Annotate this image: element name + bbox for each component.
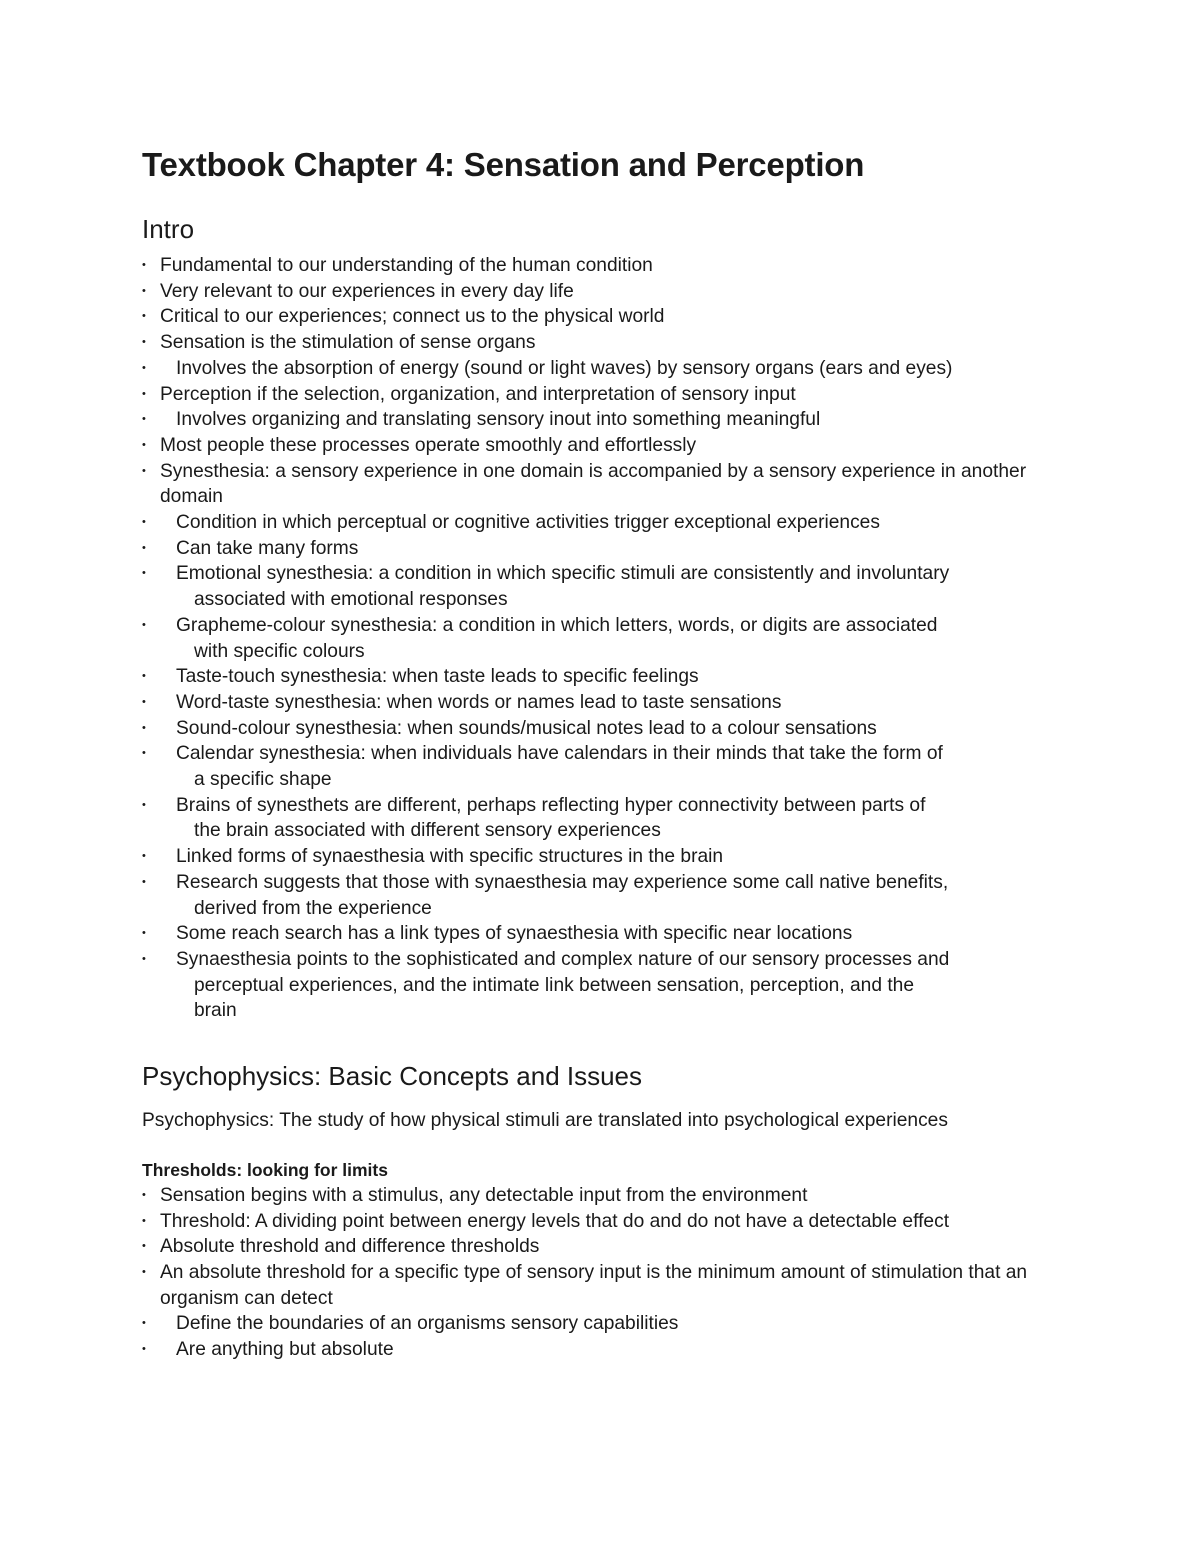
bullet-icon: • xyxy=(142,259,146,271)
bullet-icon: • xyxy=(142,952,146,965)
bullet-icon: • xyxy=(142,1240,146,1253)
list-item-text: Very relevant to our experiences in every day life xyxy=(160,280,574,302)
psychophysics-heading: Psychophysics: Basic Concepts and Issues xyxy=(142,1061,643,1092)
list-item-continuation: a specific shape xyxy=(194,769,332,791)
list-item-text: Define the boundaries of an organisms sensory capabilities xyxy=(176,1313,679,1335)
list-item-text: Calendar synesthesia: when individuals have calendars in their minds that take the form of xyxy=(176,743,943,765)
list-item xyxy=(142,1311,1072,1337)
list-item xyxy=(142,279,1072,305)
list-item-text: Most people these processes operate smoothly and effortlessly xyxy=(160,434,697,456)
list-item xyxy=(142,921,1072,947)
list-item xyxy=(142,459,1072,510)
bullet-icon: • xyxy=(142,387,146,400)
list-item xyxy=(142,561,1072,612)
bullet-icon: • xyxy=(142,850,146,863)
list-item xyxy=(142,1260,1072,1311)
list-item-text: An absolute threshold for a specific type of sensory input is the minimum amount of stimulation that an organism can detect xyxy=(160,1261,1028,1309)
list-item-text: Synesthesia: a sensory experience in one domain is accompanied by a sensory experience in another domain xyxy=(160,460,1027,508)
bullet-icon: • xyxy=(142,541,146,554)
list-item-text: Fundamental to our understanding of the human condition xyxy=(160,255,653,276)
list-item xyxy=(142,536,1072,562)
bullet-icon: • xyxy=(142,438,146,451)
bullet-icon: • xyxy=(142,618,146,631)
list-item-text: Threshold: A dividing point between energy levels that do and do not have a detectable effect xyxy=(160,1210,950,1232)
list-item xyxy=(142,433,1072,459)
list-item-text: Brains of synesthets are different, perhaps reflecting hyper connectivity between parts of xyxy=(176,794,926,816)
bullet-icon: • xyxy=(142,927,146,940)
list-item xyxy=(142,1234,1072,1260)
list-item-text: Sensation begins with a stimulus, any detectable input from the environment xyxy=(160,1184,808,1206)
list-item xyxy=(142,1209,1072,1235)
bullet-icon: • xyxy=(142,1265,146,1278)
list-item xyxy=(142,304,1072,330)
intro-bullet-list xyxy=(142,253,1072,1024)
list-item xyxy=(142,844,1072,870)
list-item xyxy=(142,690,1072,716)
list-item xyxy=(142,613,1072,664)
list-item-text: Sensation is the stimulation of sense organs xyxy=(160,332,536,354)
list-item-text: Perception if the selection, organization, and interpretation of sensory input xyxy=(160,383,796,405)
list-item-text: Synaesthesia points to the sophisticated and complex nature of our sensory processes and xyxy=(176,948,950,970)
list-item-continuation: with specific colours xyxy=(194,640,365,662)
list-item-continuation: perceptual experiences, and the intimate link between sensation, perception, and the xyxy=(194,974,914,996)
list-item xyxy=(142,253,1072,279)
list-item-text: Can take many forms xyxy=(176,537,359,559)
list-item xyxy=(142,356,1072,382)
document-page xyxy=(142,138,1072,1363)
bullet-icon: • xyxy=(142,413,146,426)
bullet-icon: • xyxy=(142,336,146,349)
list-item-continuation: brain xyxy=(194,1000,237,1022)
bullet-icon: • xyxy=(142,284,146,297)
bullet-icon: • xyxy=(142,695,146,708)
list-item-text: Critical to our experiences; connect us to the physical world xyxy=(160,306,665,328)
list-item xyxy=(142,382,1072,408)
list-item-text: Some reach search has a link types of synaesthesia with specific near locations xyxy=(176,923,853,945)
bullet-icon: • xyxy=(142,798,146,811)
list-item xyxy=(142,664,1072,690)
list-item-text: Are anything but absolute xyxy=(176,1339,394,1361)
thresholds-bullet-list xyxy=(142,1183,1072,1363)
bullet-icon: • xyxy=(142,310,146,323)
bullet-icon: • xyxy=(142,1343,146,1356)
intro-heading: Intro xyxy=(142,214,195,244)
list-item xyxy=(142,407,1072,433)
list-item-text: Sound-colour synesthesia: when sounds/musical notes lead to a colour sensations xyxy=(176,717,877,739)
bullet-icon: • xyxy=(142,670,146,683)
list-item-continuation: associated with emotional responses xyxy=(194,589,508,611)
list-item xyxy=(142,870,1072,921)
list-item-text: Condition in which perceptual or cognitive activities trigger exceptional experiences xyxy=(176,512,880,534)
list-item xyxy=(142,793,1072,844)
bullet-icon: • xyxy=(142,361,146,374)
list-item-text: Involves organizing and translating sensory inout into something meaningful xyxy=(176,409,821,431)
bullet-icon: • xyxy=(142,464,146,477)
list-item xyxy=(142,716,1072,742)
list-item-text: Involves the absorption of energy (sound or light waves) by sensory organs (ears and eyes) xyxy=(176,357,953,379)
bullet-icon: • xyxy=(142,721,146,734)
list-item-text: Taste-touch synesthesia: when taste leads to specific feelings xyxy=(176,666,699,688)
list-item xyxy=(142,330,1072,356)
list-item xyxy=(142,510,1072,536)
list-item-text: Linked forms of synaesthesia with specific structures in the brain xyxy=(176,846,724,868)
bullet-icon: • xyxy=(142,875,146,888)
list-item xyxy=(142,1183,1072,1209)
list-item-text: Word-taste synesthesia: when words or names lead to taste sensations xyxy=(176,691,782,713)
list-item-text: Research suggests that those with synaesthesia may experience some call native benefits, xyxy=(176,871,949,893)
list-item-continuation: the brain associated with different sensory experiences xyxy=(194,820,661,842)
bullet-icon: • xyxy=(142,1317,146,1330)
list-item xyxy=(142,1337,1072,1363)
list-item-text: Grapheme-colour synesthesia: a condition in which letters, words, or digits are associated xyxy=(176,614,938,636)
bullet-icon: • xyxy=(142,1214,146,1227)
list-item-text: Absolute threshold and difference thresholds xyxy=(160,1236,540,1258)
list-item xyxy=(142,947,1072,1024)
list-item-text: Emotional synesthesia: a condition in which specific stimuli are consistently and involuntary xyxy=(176,563,950,585)
list-item xyxy=(142,741,1072,792)
bullet-icon: • xyxy=(142,1188,146,1201)
bullet-icon: • xyxy=(142,567,146,580)
bullet-icon: • xyxy=(142,516,146,529)
list-item-continuation: derived from the experience xyxy=(194,897,432,919)
bullet-icon: • xyxy=(142,747,146,760)
page-title: Textbook Chapter 4: Sensation and Perception xyxy=(142,146,865,183)
thresholds-heading: Thresholds: looking for limits xyxy=(142,1159,388,1180)
psychophysics-definition: Psychophysics: The study of how physical stimuli are translated into psychological experiences xyxy=(142,1110,948,1132)
